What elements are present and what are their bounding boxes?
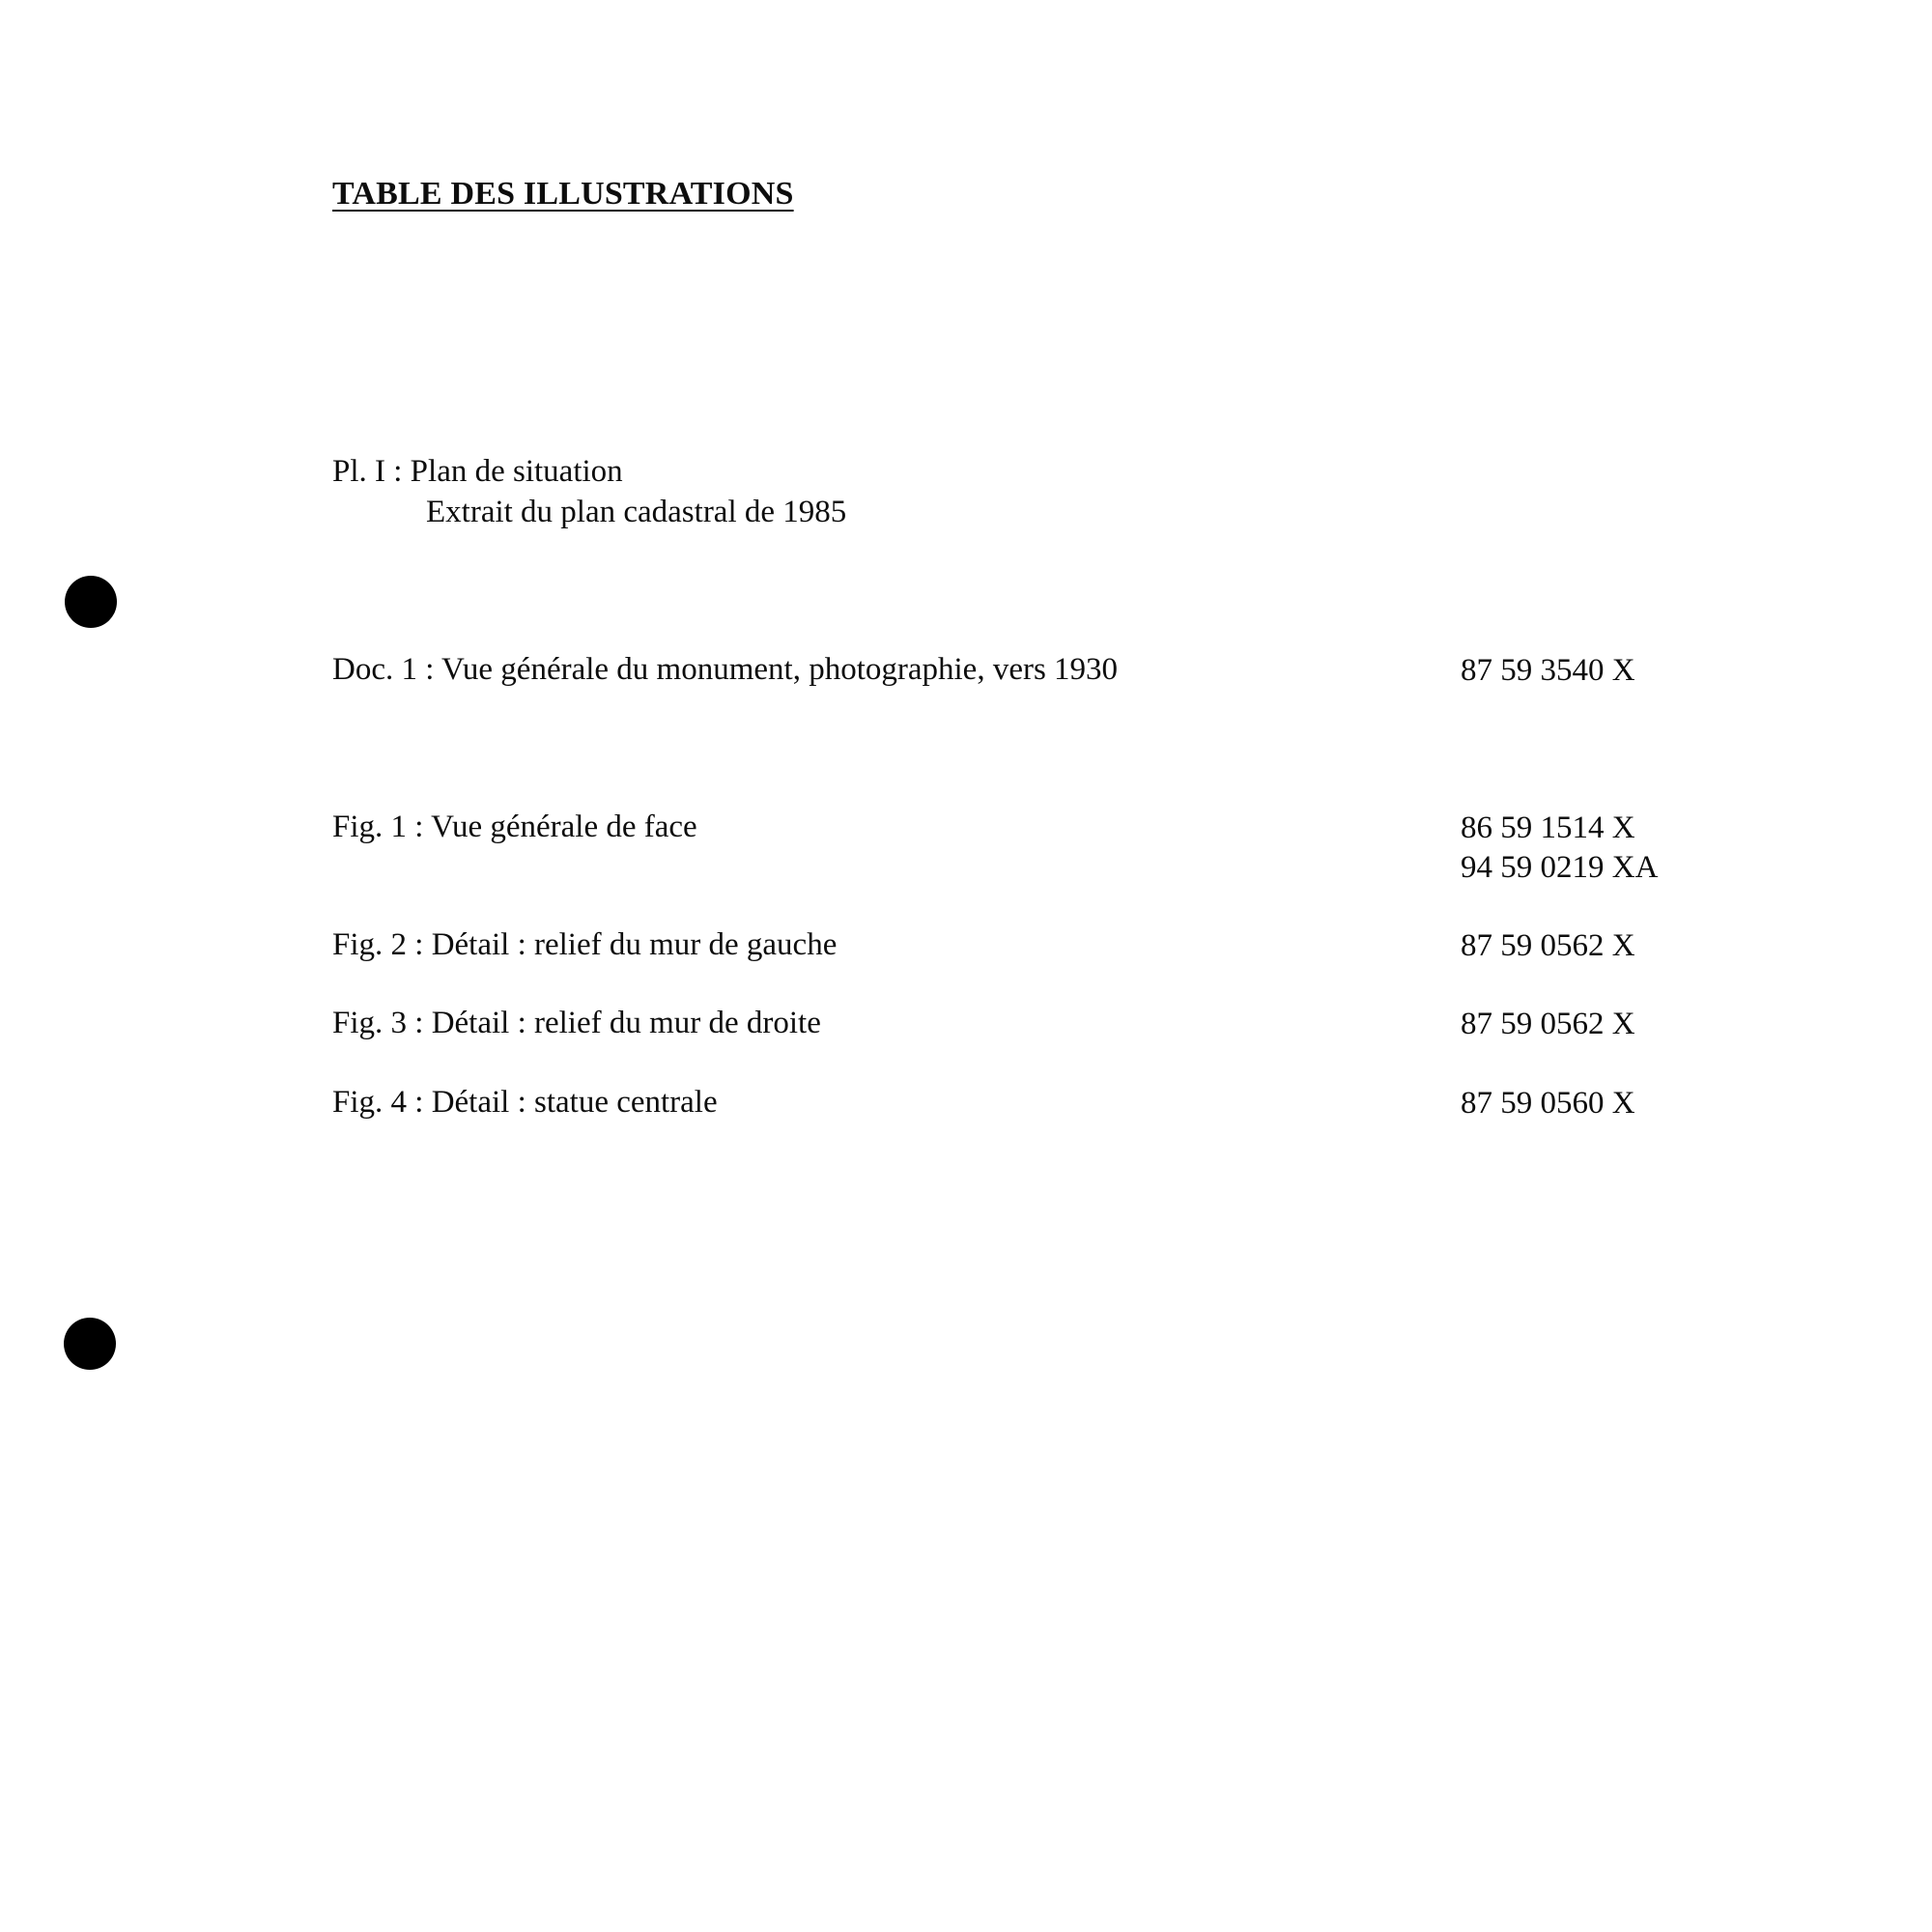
page-title: TABLE DES ILLUSTRATIONS: [332, 176, 794, 212]
fig-1-ref: 86 59 1514 X: [1461, 810, 1635, 845]
fig-1-ref: 94 59 0219 XA: [1461, 850, 1659, 885]
plan-sublabel: Extrait du plan cadastral de 1985: [426, 495, 847, 529]
fig-2-ref: 87 59 0562 X: [1461, 928, 1635, 963]
punch-hole: [65, 576, 117, 628]
fig-4-label: Fig. 4 : Détail : statue centrale: [332, 1085, 718, 1120]
doc-1-ref: 87 59 3540 X: [1461, 653, 1635, 688]
fig-2-label: Fig. 2 : Détail : relief du mur de gauche: [332, 927, 838, 962]
doc-1-label: Doc. 1 : Vue générale du monument, photographie, vers 1930: [332, 652, 1119, 687]
punch-hole: [64, 1318, 116, 1370]
fig-3-ref: 87 59 0562 X: [1461, 1007, 1635, 1041]
fig-1-label: Fig. 1 : Vue générale de face: [332, 810, 697, 844]
fig-4-ref: 87 59 0560 X: [1461, 1086, 1635, 1121]
plan-label: Pl. I : Plan de situation: [332, 454, 623, 489]
fig-3-label: Fig. 3 : Détail : relief du mur de droite: [332, 1006, 821, 1040]
